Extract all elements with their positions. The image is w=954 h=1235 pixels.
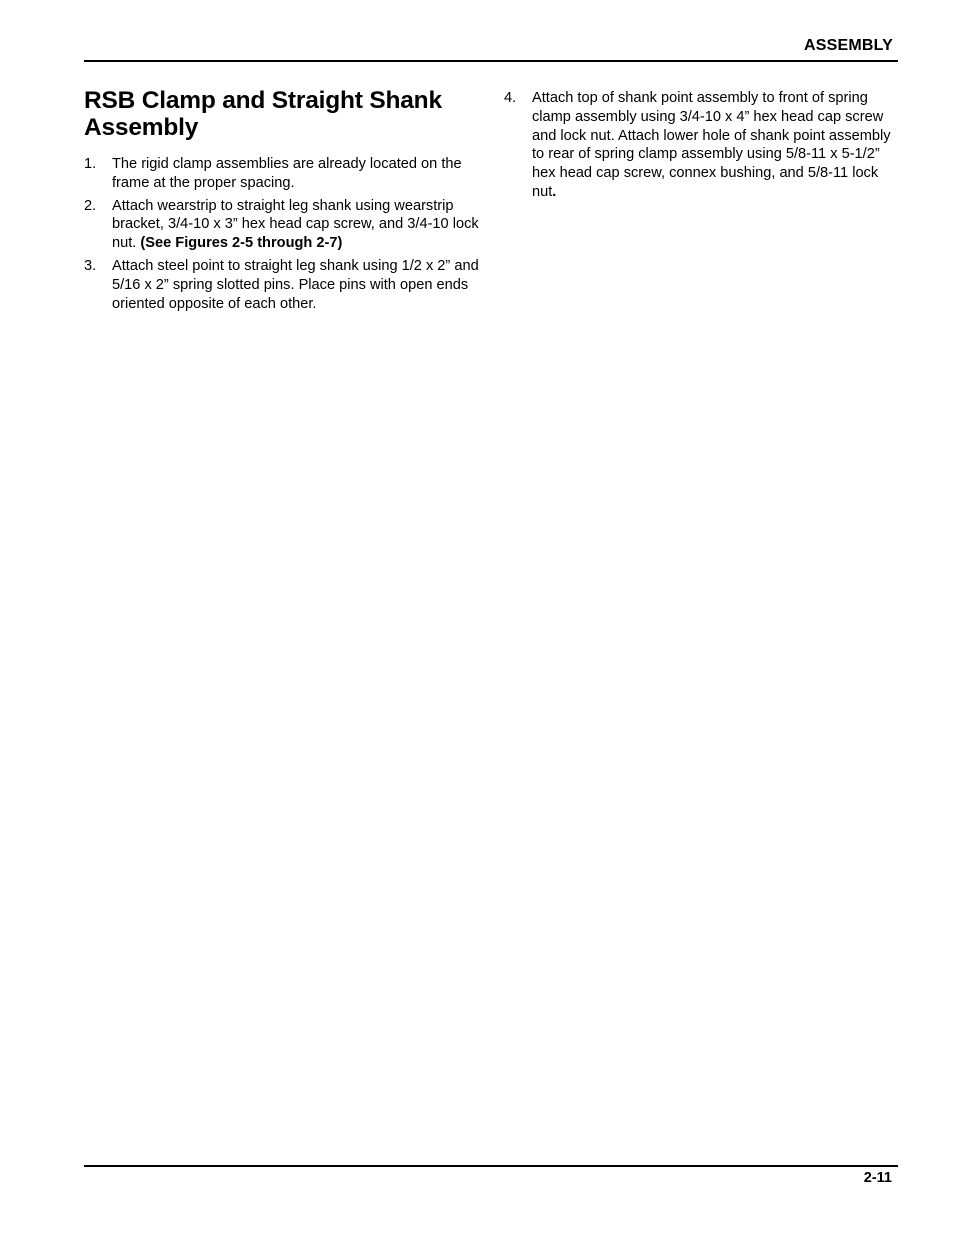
step-item-4 — [504, 89, 900, 202]
section-title: RSB Clamp and Straight Shank Assembly — [84, 87, 442, 141]
figure-reference: (See Figures 2-5 through 2-7) — [140, 235, 343, 252]
step-text: The rigid clamp assemblies are already located on the frame at the proper spacing. — [112, 156, 462, 191]
step-text: Attach wearstrip to straight leg shank using wearstrip bracket, 3/4-10 x 3” hex head cap screw, and 3/4-10 lock nut. — [112, 197, 479, 252]
step-number: 2. — [84, 197, 97, 214]
running-header-section-label: ASSEMBLY — [803, 37, 893, 54]
step-number: 1. — [84, 156, 97, 172]
right-column — [504, 89, 900, 206]
step-text: Attach steel point to straight leg shank using 1/2 x 2” and 5/16 x 2” spring slotted pins. Place pins with open ends oriented opposite of each other. — [112, 257, 479, 312]
step-item-1 — [84, 155, 479, 193]
step-item-2 — [84, 197, 479, 253]
step-end-period: . — [552, 183, 557, 200]
page-number: 2-11 — [863, 1170, 892, 1186]
step-text: Attach top of shank point assembly to front of spring clamp assembly using 3/4-10 x 4” hex head cap screw and lock nut. Attach lower hole of shank point assembly to rear of spring clamp assembly using 5/8-11 x 5-1/2” hex head cap screw, connex bushing, and 5/8-11 lock nut — [532, 90, 891, 200]
step-number: 4. — [504, 90, 517, 106]
header-rule — [84, 60, 898, 62]
step-number: 3. — [84, 257, 97, 274]
step-item-3 — [84, 257, 479, 313]
footer-rule — [84, 1165, 898, 1167]
steps-list-left — [84, 155, 479, 313]
left-column — [84, 87, 479, 317]
steps-list-right — [504, 89, 900, 202]
